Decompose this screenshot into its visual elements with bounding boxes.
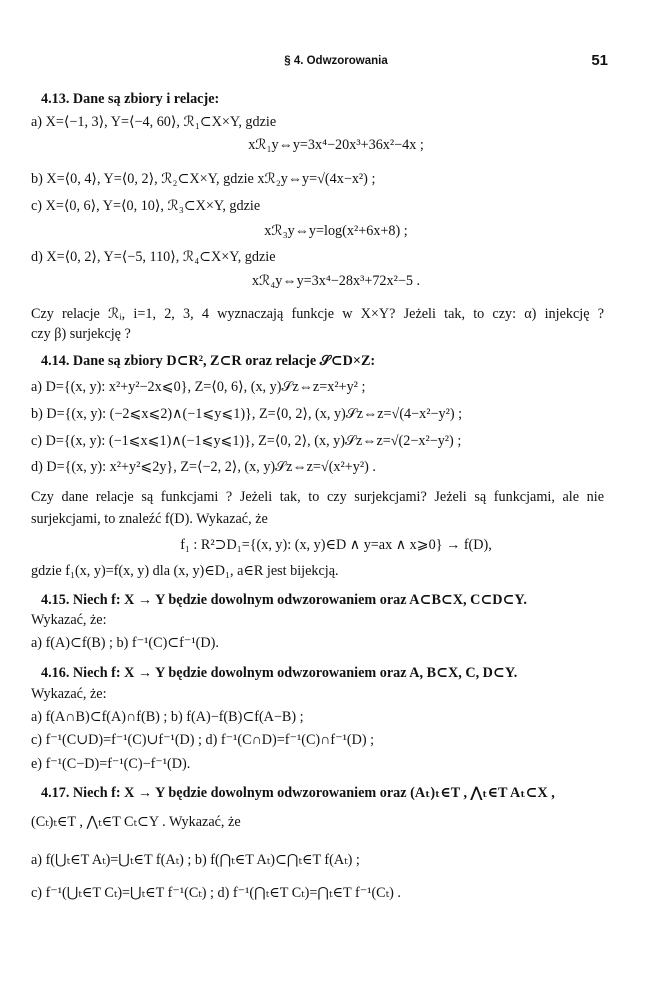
exercise-4-14-bijection: gdzie f₁(x, y)=f(x, y) dla (x, y)∈D₁, a∈R jest bijekcją. [31,563,339,579]
exercise-4-14-b: b) D={(x, y): (−2⩽x⩽2)∧(−1⩽y⩽1)}, Z=⟨0, 2⟩, (x, y)𝒮z⇔z=√(4−x²−y²) ; [31,406,463,422]
exercise-4-15-parts: a) f(A)⊂f(B) ; b) f⁻¹(C)⊂f⁻¹(D). [31,635,219,651]
exercise-4-16-show: Wykazać, że: [31,686,107,702]
exercise-4-16-intro: 4.16. Niech f: X → Y będzie dowolnym odwzorowaniem oraz A, B⊂X, C, D⊂Y. [41,665,518,681]
page-header [0,52,672,72]
exercise-4-17-ab: a) f(⋃ₜ∈T Aₜ)=⋃ₜ∈T f(Aₜ) ; b) f(⋂ₜ∈T Aₜ)⊂⋂ₜ∈T f(Aₜ) ; [31,852,360,868]
exercise-4-13-question: Czy relacje ℛᵢ, i=1, 2, 3, 4 wyznaczają funkcje w X×Y? Jeżeli tak, to czy: α) injekcję ? [31,306,604,322]
exercise-4-13-a-formula: xℛ₁y⇔y=3x⁴−20x³+36x²−4x ; [248,137,424,153]
exercise-4-14-a: a) D={(x, y): x²+y²−2x⩽0}, Z=⟨0, 6⟩, (x, y)𝒮z⇔z=x²+y² ; [31,379,366,395]
exercise-4-14-c: c) D={(x, y): (−1⩽x⩽1)∧(−1⩽y⩽1)}, Z=⟨0, 2⟩, (x, y)𝒮z⇔z=√(2−x²−y²) ; [31,433,462,449]
exercise-4-13-d-formula: xℛ₄y⇔y=3x⁴−28x³+72x²−5 . [251,273,421,289]
exercise-4-16-e: e) f⁻¹(C−D)=f⁻¹(C)−f⁻¹(D). [31,756,191,772]
exercise-4-13-d: d) X=⟨0, 2⟩, Y=⟨−5, 110⟩, ℛ₄⊂X×Y, gdzie [31,249,276,265]
exercise-4-13-a: a) X=⟨−1, 3⟩, Y=⟨−4, 60⟩, ℛ₁⊂X×Y, gdzie [31,114,277,130]
exercise-4-15-intro: 4.15. Niech f: X → Y będzie dowolnym odwzorowaniem oraz A⊂B⊂X, C⊂D⊂Y. [41,592,527,608]
exercise-4-13-c-formula: xℛ₃y⇔y=log(x²+6x+8) ; [264,223,408,239]
exercise-4-17-cd: c) f⁻¹(⋃ₜ∈T Cₜ)=⋃ₜ∈T f⁻¹(Cₜ) ; d) f⁻¹(⋂ₜ∈T Cₜ)=⋂ₜ∈T f⁻¹(Cₜ) . [31,885,401,901]
exercise-4-13-b: b) X=⟨0, 4⟩, Y=⟨0, 2⟩, ℛ₂⊂X×Y, gdzie xℛ₂y⇔y=√(4x−x²) ; [31,171,376,187]
exercise-4-14-d: d) D={(x, y): x²+y²⩽2y}, Z=⟨−2, 2⟩, (x, y)𝒮z⇔z=√(x²+y²) . [31,459,376,475]
exercise-4-17-families: (Cₜ)ₜ∈T , ⋀ₜ∈T Cₜ⊂Y . Wykazać, że [31,814,241,830]
page-number: 51 [591,52,608,69]
exercise-4-14-question: Czy dane relacje są funkcjami ? Jeżeli tak, to czy surjekcjami? Jeżeli są funkcjami, ale nie [31,489,604,505]
exercise-4-16-cd: c) f⁻¹(C∪D)=f⁻¹(C)∪f⁻¹(D) ; d) f⁻¹(C∩D)=f⁻¹(C)∩f⁻¹(D) ; [31,732,375,748]
exercise-4-13-c: c) X=⟨0, 6⟩, Y=⟨0, 10⟩, ℛ₃⊂X×Y, gdzie [31,198,261,214]
exercise-4-14-intro: 4.14. Dane są zbiory D⊂R², Z⊂R oraz relacje 𝒮⊂D×Z: [41,353,376,369]
exercise-4-13-question-cont: czy β) surjekcję ? [31,326,131,342]
exercise-4-14-map: f₁ : R²⊃D₁={(x, y): (x, y)∈D ∧ y=ax ∧ x⩾0} → f(D), [180,537,492,553]
section-title: § 4. Odwzorowania [284,55,388,67]
exercise-4-14-question-cont: surjekcjami, to znaleźć f(D). Wykazać, że [31,511,268,527]
exercise-4-17-intro: 4.17. Niech f: X → Y będzie dowolnym odwzorowaniem oraz (Aₜ)ₜ∈T , ⋀ₜ∈T Aₜ⊂X , [41,785,555,801]
exercise-4-15-show: Wykazać, że: [31,612,107,628]
exercise-4-13-intro: 4.13. Dane są zbiory i relacje: [41,91,220,107]
exercise-4-16-ab: a) f(A∩B)⊂f(A)∩f(B) ; b) f(A)−f(B)⊂f(A−B) ; [31,709,304,725]
